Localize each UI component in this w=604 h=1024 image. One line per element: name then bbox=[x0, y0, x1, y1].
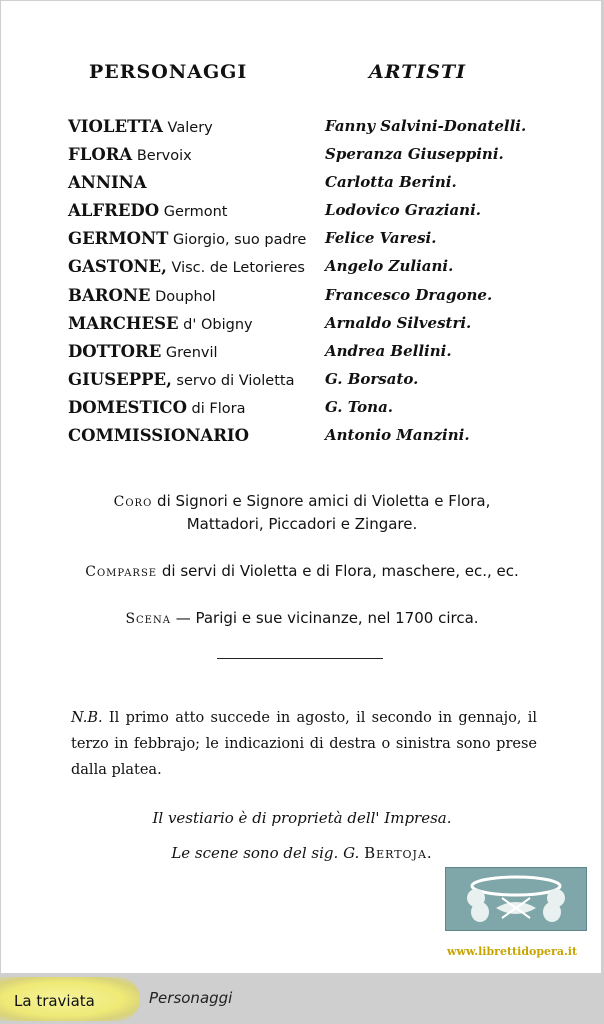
artist-name: Francesco Dragone. bbox=[325, 286, 493, 304]
scene-credit-name: Bertoja. bbox=[364, 844, 433, 862]
artist-name: Andrea Bellini. bbox=[325, 342, 452, 360]
character-name: ALFREDO bbox=[68, 201, 160, 220]
heading-characters: PERSONAGGI bbox=[89, 61, 248, 83]
coro-label: Coro bbox=[113, 494, 153, 510]
character-desc: Bervoix bbox=[132, 148, 192, 164]
artist-name: G. Borsato. bbox=[325, 370, 419, 388]
character-desc: Grenvil bbox=[161, 345, 218, 361]
character-desc: Visc. de Letorieres bbox=[166, 260, 305, 276]
character-name: COMMISSIONARIO bbox=[68, 426, 250, 445]
vestiario-line: Il vestiario è di proprietà dell' Impresa. bbox=[152, 809, 452, 827]
character-name: FLORA bbox=[68, 145, 133, 164]
divider bbox=[217, 658, 383, 659]
heading-artists: ARTISTI bbox=[369, 61, 466, 83]
comparse-line bbox=[1, 562, 603, 580]
character-name: ANNINA bbox=[68, 173, 147, 192]
cast-row bbox=[1, 145, 603, 169]
cast-row bbox=[1, 201, 603, 225]
character-desc: Douphol bbox=[150, 289, 216, 305]
coro-text: di Signori e Signore amici di Violetta e Flora, bbox=[152, 492, 491, 510]
character-name: GIUSEPPE, bbox=[68, 370, 172, 389]
character-name: GERMONT bbox=[68, 229, 169, 248]
character-desc: servo di Violetta bbox=[171, 373, 295, 389]
comparse-text: di servi di Violetta e di Flora, maschere, ec., ec. bbox=[157, 562, 519, 580]
artist-name: Fanny Salvini-Donatelli. bbox=[325, 117, 527, 135]
character-name: DOTTORE bbox=[68, 342, 162, 361]
title-badge bbox=[0, 977, 140, 1021]
scena-text: — Parigi e sue vicinanze, nel 1700 circa. bbox=[170, 609, 479, 627]
artist-name: Arnaldo Silvestri. bbox=[325, 314, 472, 332]
section-subtitle: Personaggi bbox=[149, 989, 233, 1007]
cast-row bbox=[1, 173, 603, 197]
cast-row bbox=[1, 370, 603, 394]
artist-name: Felice Varesi. bbox=[325, 229, 437, 247]
scena-label: Scena bbox=[125, 611, 171, 627]
artist-name: Antonio Manzini. bbox=[325, 426, 470, 444]
cast-row bbox=[1, 314, 603, 338]
character-name: VIOLETTA bbox=[68, 117, 163, 136]
cast-row bbox=[1, 398, 603, 422]
cast-row bbox=[1, 117, 603, 141]
cast-row bbox=[1, 257, 603, 281]
character-name: BARONE bbox=[68, 286, 151, 305]
coro-line-1 bbox=[1, 492, 603, 510]
scene-credit-line bbox=[1, 844, 603, 862]
character-name: DOMESTICO bbox=[68, 398, 187, 417]
footer-bar bbox=[0, 974, 604, 1024]
artist-name: Speranza Giuseppini. bbox=[325, 145, 504, 163]
artist-name: Lodovico Graziani. bbox=[325, 201, 482, 219]
character-desc: Germont bbox=[159, 204, 228, 220]
character-name: MARCHESE bbox=[68, 314, 179, 333]
character-desc: Valery bbox=[162, 120, 213, 136]
character-name: GASTONE, bbox=[68, 257, 167, 276]
character-desc: di Flora bbox=[186, 401, 246, 417]
scene-credit-text: Le scene sono del sig. G. bbox=[171, 844, 365, 862]
artist-name: Carlotta Berini. bbox=[325, 173, 457, 191]
cast-row bbox=[1, 286, 603, 310]
character-desc: Giorgio, suo padre bbox=[168, 232, 307, 248]
artist-name: Angelo Zuliani. bbox=[325, 257, 454, 275]
cast-row bbox=[1, 342, 603, 366]
nota-bene bbox=[71, 705, 537, 783]
opera-title: La traviata bbox=[14, 992, 95, 1010]
nb-label: N.B. bbox=[71, 710, 103, 726]
cast-row bbox=[1, 229, 603, 253]
cast-row bbox=[1, 426, 603, 450]
artist-name: G. Tona. bbox=[325, 398, 394, 416]
character-desc: d' Obigny bbox=[178, 317, 253, 333]
coro-line-2: Mattadori, Piccadori e Zingare. bbox=[186, 515, 418, 533]
comparse-label: Comparse bbox=[85, 564, 158, 580]
cherubs-emblem-logo bbox=[445, 867, 587, 931]
website-link[interactable]: www.librettidopera.it bbox=[447, 945, 578, 958]
scena-line bbox=[1, 609, 603, 627]
nb-text: Il primo atto succede in agosto, il secondo in gennajo, il terzo in febbrajo; le indicazioni di destra o sinistra sono prese dalla platea. bbox=[71, 710, 537, 778]
